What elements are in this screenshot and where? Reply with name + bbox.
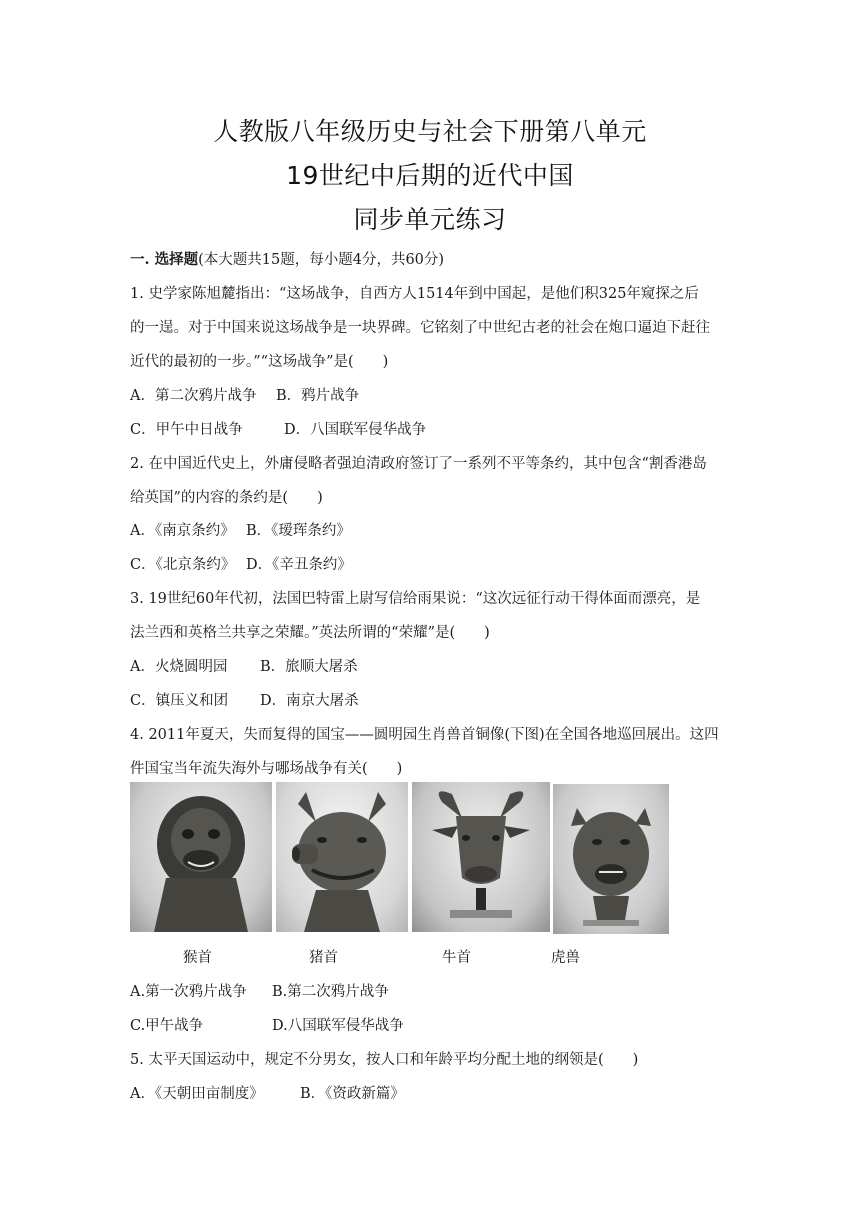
question-1-options-row-1 [130, 384, 359, 405]
question-3-line-2: 法兰西和英格兰共享之荣耀。”英法所谓的“荣耀”是( ) [130, 625, 490, 641]
question-5-options-row-1 [130, 1082, 405, 1103]
tiger-head-image [553, 784, 669, 934]
question-4-option-b[interactable]: B.第二次鸦片战争 [272, 984, 389, 1000]
question-4-line-1: 4. 2011年夏天，失而复得的国宝——圆明园生肖兽首铜像(下图)在全国各地巡回展出。这四 [130, 727, 719, 743]
question-3-option-c[interactable]: C．镇压义和团 [130, 693, 229, 709]
document-title-line3: 同步单元练习 [353, 205, 507, 234]
document-title-line1: 人教版八年级历史与社会下册第八单元 [213, 117, 647, 146]
question-4-option-d[interactable]: D.八国联军侵华战争 [272, 1018, 404, 1034]
question-5-line-1: 5. 太平天国运动中，规定不分男女，按人口和年龄平均分配土地的纲领是( ) [130, 1052, 639, 1068]
question-2-option-d[interactable]: D．《辛丑条约》 [246, 557, 352, 573]
question-3-option-d[interactable]: D．南京大屠杀 [260, 693, 359, 709]
question-3-options-row-2 [130, 689, 359, 710]
question-3-option-b[interactable]: B．旅顺大屠杀 [260, 659, 358, 675]
question-4-option-a[interactable]: A.第一次鸦片战争 [130, 984, 247, 1000]
ox-head-image [412, 782, 550, 932]
section-heading [130, 248, 444, 269]
question-2-line-1: 2. 在中国近代史上，外庸侵略者强迫清政府签订了一系列不平等条约，其中包含“割香港岛 [130, 456, 707, 472]
question-4-options-row-1 [130, 980, 389, 1001]
question-1-option-d[interactable]: D．八国联军侵华战争 [284, 422, 427, 438]
caption-ox-head: 牛首 [442, 950, 471, 966]
question-1-option-a[interactable]: A．第二次鸦片战争 [130, 388, 257, 404]
question-1-option-b[interactable]: B．鸦片战争 [276, 388, 360, 404]
question-1-option-c[interactable]: C．甲午中日战争 [130, 422, 243, 438]
question-3-options-row-1 [130, 655, 358, 676]
question-1-line-2: 的一逞。对于中国来说这场战争是一块界碑。它铭刻了中世纪古老的社会在炮口逼迫下赶往 [130, 320, 710, 336]
question-4-option-c[interactable]: C.甲午战争 [130, 1018, 204, 1034]
section-heading-label: 一. 选择题 [130, 251, 199, 268]
question-2-options-row-2 [130, 553, 352, 574]
question-5-option-a[interactable]: A．《天朝田亩制度》 [130, 1086, 264, 1102]
question-2-option-b[interactable]: B．《瑷珲条约》 [246, 523, 351, 539]
monkey-head-image [130, 782, 272, 932]
question-2-options-row-1 [130, 519, 351, 540]
question-3-line-1: 3. 19世纪60年代初，法国巴特雷上尉写信给雨果说：“这次远征行动干得体面而漂亮，是 [130, 591, 701, 607]
document-title-line2: 19世纪中后期的近代中国 [286, 161, 574, 190]
pig-head-image [276, 782, 408, 932]
question-2-option-a[interactable]: A．《南京条约》 [130, 523, 235, 539]
caption-tiger-head: 虎兽 [551, 950, 580, 966]
section-heading-note: (本大题共15题，每小题4分，共60分) [198, 252, 445, 268]
caption-pig-head: 猪首 [309, 950, 338, 966]
caption-monkey-head: 猴首 [183, 950, 212, 966]
question-4-line-2: 件国宝当年流失海外与哪场战争有关( ) [130, 761, 403, 777]
question-1-options-row-2 [130, 418, 426, 439]
question-2-line-2: 给英国”的内容的条约是( ) [130, 490, 323, 506]
question-1-line-3: 近代的最初的一步。”“这场战争”是( ) [130, 354, 389, 370]
question-4-options-row-2 [130, 1014, 404, 1035]
question-3-option-a[interactable]: A．火烧圆明园 [130, 659, 228, 675]
question-1-line-1: 1. 史学家陈旭麓指出：“这场战争，自西方人1514年到中国起，是他们积325年窥探之后 [130, 286, 699, 302]
question-2-option-c[interactable]: C．《北京条约》 [130, 557, 236, 573]
question-5-option-b[interactable]: B．《资政新篇》 [300, 1086, 405, 1102]
